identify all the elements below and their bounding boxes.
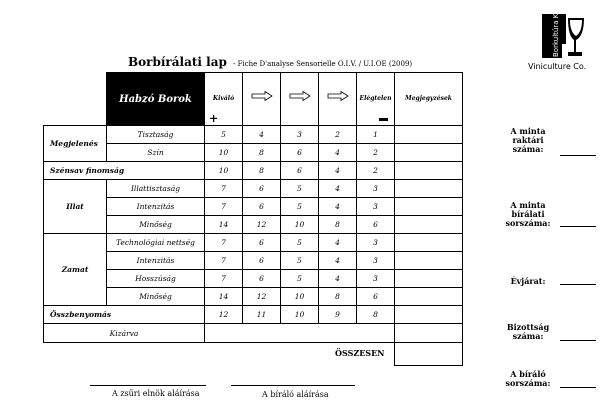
score-cell[interactable]: 3 (357, 234, 395, 252)
score-cell[interactable]: 4 (243, 126, 281, 144)
insufficient-label: Elégtelen (359, 95, 392, 102)
score-cell[interactable]: 11 (243, 306, 281, 324)
score-table (43, 72, 463, 366)
score-cell[interactable]: 12 (205, 306, 243, 324)
col-insufficient (357, 73, 395, 126)
score-cell[interactable]: 5 (281, 198, 319, 216)
score-cell[interactable]: 4 (319, 162, 357, 180)
category-zamat: Zamat (44, 234, 107, 306)
attribute-label: Illattisztaság (107, 180, 205, 198)
score-cell[interactable]: 10 (281, 288, 319, 306)
attribute-label: Szín (107, 144, 205, 162)
score-cell[interactable]: 3 (357, 198, 395, 216)
minus-icon (379, 118, 388, 121)
company-logo (528, 12, 588, 71)
col-arrow-1 (243, 73, 281, 126)
score-cell[interactable]: 4 (319, 180, 357, 198)
notes-cell[interactable] (395, 306, 463, 324)
score-cell[interactable]: 4 (319, 198, 357, 216)
field-label-storage-number: A minta raktári száma: (510, 126, 546, 154)
col-arrow-3 (319, 73, 357, 126)
field-line-judging-number[interactable] (560, 226, 596, 227)
notes-cell[interactable] (395, 144, 463, 162)
plus-icon: + (209, 112, 219, 125)
score-cell[interactable]: 7 (205, 234, 243, 252)
score-cell[interactable]: 10 (205, 144, 243, 162)
excellent-label: Kiváló (212, 95, 235, 102)
signature-line-judge[interactable] (231, 385, 355, 386)
attribute-label: Intenzitás (107, 198, 205, 216)
score-cell[interactable]: 14 (205, 288, 243, 306)
category-osszbenyomas: Összbenyomás (44, 306, 205, 324)
col-excellent (205, 73, 243, 126)
title-text: Borbírálati lap (128, 55, 227, 69)
score-cell[interactable]: 6 (243, 180, 281, 198)
notes-cell[interactable] (395, 234, 463, 252)
attribute-label: Hosszúság (107, 270, 205, 288)
score-cell[interactable]: 9 (319, 306, 357, 324)
score-cell[interactable]: 8 (319, 288, 357, 306)
field-label-judge-number: A bíráló sorszáma: (505, 369, 551, 388)
score-cell[interactable]: 6 (243, 252, 281, 270)
score-cell[interactable]: 6 (243, 198, 281, 216)
score-cell[interactable]: 5 (281, 252, 319, 270)
score-cell[interactable]: 3 (357, 180, 395, 198)
field-line-committee-number[interactable] (560, 340, 596, 341)
score-cell[interactable]: 7 (205, 252, 243, 270)
score-sheet (43, 72, 463, 366)
signature-label-judge: A bíráló aláírása (262, 390, 329, 399)
field-label-judging-number: A minta bírálati sorszáma: (505, 200, 551, 228)
attribute-label: Tisztaság (107, 126, 205, 144)
right-arrow-icon (327, 91, 349, 101)
col-notes (395, 73, 463, 126)
notes-cell[interactable] (395, 252, 463, 270)
score-cell[interactable]: 5 (205, 126, 243, 144)
attribute-label: Intenzitás (107, 252, 205, 270)
excluded-label: Kizárva (44, 324, 205, 343)
score-cell[interactable]: 14 (205, 216, 243, 234)
score-cell[interactable]: 8 (243, 162, 281, 180)
right-arrow-icon (251, 91, 273, 101)
form-title (128, 55, 412, 69)
right-arrow-icon (289, 91, 311, 101)
score-cell[interactable]: 7 (205, 180, 243, 198)
col-arrow-2 (281, 73, 319, 126)
notes-cell[interactable] (395, 198, 463, 216)
field-label-committee-number: Bizottság száma: (506, 322, 550, 341)
score-cell[interactable]: 12 (243, 216, 281, 234)
subtitle-text: - Fiche D'analyse Sensorielle O.I.V. / U.I.OE (2009) (233, 60, 413, 68)
score-cell[interactable]: 6 (357, 288, 395, 306)
notes-cell[interactable] (395, 162, 463, 180)
score-cell[interactable]: 6 (281, 144, 319, 162)
score-cell[interactable]: 6 (281, 162, 319, 180)
notes-label: Megjegyzések (405, 95, 452, 102)
notes-cell[interactable] (395, 180, 463, 198)
total-label: ÖSSZESEN (335, 348, 385, 358)
field-line-vintage[interactable] (560, 284, 596, 285)
signature-label-chair: A zsűri elnök aláírása (112, 389, 200, 398)
attribute-label: Technológiai nettség (107, 234, 205, 252)
score-cell[interactable]: 7 (205, 270, 243, 288)
excluded-cell[interactable] (205, 324, 395, 343)
category-szensav: Szénsav finomság (44, 162, 205, 180)
logo-caption: Viniculture Co. (528, 62, 587, 71)
score-cell[interactable]: 8 (243, 144, 281, 162)
score-cell[interactable]: 4 (319, 270, 357, 288)
wine-glass-logo-icon (528, 12, 588, 60)
score-cell[interactable]: 12 (243, 288, 281, 306)
score-cell[interactable]: 2 (319, 126, 357, 144)
notes-cell[interactable] (395, 126, 463, 144)
field-line-judge-number[interactable] (560, 387, 596, 388)
score-cell[interactable]: 2 (357, 162, 395, 180)
score-cell[interactable]: 4 (319, 144, 357, 162)
score-cell[interactable]: 1 (357, 126, 395, 144)
score-cell[interactable]: 10 (281, 216, 319, 234)
logo-vertical-text: Borkultúra Kft. (552, 12, 560, 57)
attribute-label: Minőség (107, 288, 205, 306)
notes-cell[interactable] (395, 324, 463, 343)
attribute-label: Minőség (107, 216, 205, 234)
score-cell[interactable]: 8 (357, 306, 395, 324)
score-cell[interactable]: 10 (281, 306, 319, 324)
category-illat: Illat (44, 180, 107, 234)
field-label-vintage: Évjárat: (510, 276, 546, 286)
signature-line-chair[interactable] (90, 385, 206, 386)
field-line-storage-number[interactable] (560, 155, 596, 156)
score-cell[interactable]: 4 (319, 234, 357, 252)
category-megjelenes: Megjelenés (44, 126, 107, 162)
score-cell[interactable]: 5 (281, 234, 319, 252)
score-cell[interactable]: 8 (319, 216, 357, 234)
score-cell[interactable]: 7 (205, 198, 243, 216)
notes-cell[interactable] (395, 270, 463, 288)
score-cell[interactable]: 2 (357, 144, 395, 162)
score-cell[interactable]: 3 (357, 270, 395, 288)
score-cell[interactable]: 5 (281, 270, 319, 288)
score-cell[interactable]: 6 (243, 234, 281, 252)
score-cell[interactable]: 3 (357, 252, 395, 270)
score-cell[interactable]: 6 (357, 216, 395, 234)
score-cell[interactable]: 5 (281, 180, 319, 198)
score-cell[interactable]: 10 (205, 162, 243, 180)
blank-corner (44, 73, 107, 126)
category-header: Habzó Borok (107, 73, 205, 126)
total-cell[interactable] (395, 343, 463, 366)
score-cell[interactable]: 3 (281, 126, 319, 144)
notes-cell[interactable] (395, 288, 463, 306)
notes-cell[interactable] (395, 216, 463, 234)
score-cell[interactable]: 4 (319, 252, 357, 270)
score-cell[interactable]: 6 (243, 270, 281, 288)
